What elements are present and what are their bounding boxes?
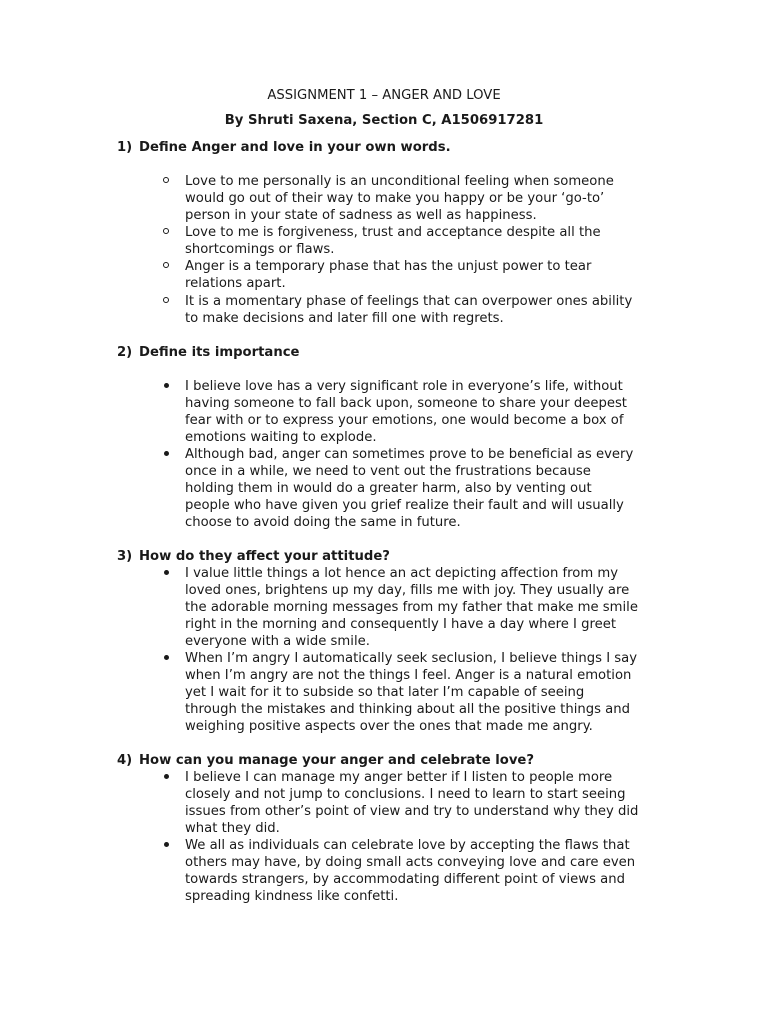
item-line: would go out of their way to make you happy or be your ‘go-to’ [185, 190, 605, 206]
list-item [185, 566, 705, 651]
item-line: right in the morning and consequently I have a day where I greet [185, 616, 616, 632]
item-line: weighing positive aspects over the ones that made me angry. [185, 718, 593, 734]
question-heading-2 [117, 344, 299, 361]
list-item [185, 259, 705, 293]
question-text: Define its importance [139, 345, 300, 360]
item-line: once in a while, we need to vent out the frustrations because [185, 463, 591, 479]
question-heading-3 [117, 548, 390, 565]
document-title: ASSIGNMENT 1 – ANGER AND LOVE [267, 88, 501, 103]
list-item [185, 651, 705, 736]
item-line: issues from other’s point of view and try to understand why they did [185, 803, 639, 819]
question-heading-1 [117, 139, 451, 156]
item-line: towards strangers, by accommodating different point of views and [185, 871, 625, 887]
item-line: the adorable morning messages from my father that make me smile [185, 599, 638, 615]
list-item [185, 838, 705, 906]
list-item [185, 294, 705, 328]
item-line: I value little things a lot hence an act depicting affection from my [185, 566, 619, 581]
item-line: shortcomings or flaws. [185, 241, 335, 257]
bullet-icon [160, 838, 172, 855]
hollow-bullet-icon [160, 174, 172, 191]
question-number: 1) [117, 140, 133, 155]
item-line: yet I wait for it to subside so that later I’m capable of seeing [185, 684, 585, 700]
item-line: Although bad, anger can sometimes prove to be beneficial as every [185, 447, 634, 462]
item-line: having someone to fall back upon, someone to share your deepest [185, 395, 627, 411]
item-line: through the mistakes and thinking about all the positive things and [185, 701, 630, 717]
bullet-icon [160, 770, 172, 787]
item-line: I believe love has a very significant role in everyone’s life, without [185, 379, 623, 394]
item-line: closely and not jump to conclusions. I need to learn to start seeing [185, 786, 626, 802]
question-number: 3) [117, 549, 133, 564]
item-line: fear with or to express your emotions, one would become a box of [185, 412, 624, 428]
item-line: We all as individuals can celebrate love by accepting the flaws that [185, 838, 630, 853]
item-line: When I’m angry I automatically seek seclusion, I believe things I say [185, 651, 638, 666]
list-item [185, 447, 705, 532]
bullet-icon [160, 566, 172, 583]
item-line: what they did. [185, 820, 280, 836]
list-item [185, 379, 705, 447]
item-line: Love to me is forgiveness, trust and acceptance despite all the [185, 225, 601, 240]
question-number: 4) [117, 753, 133, 768]
item-line: spreading kindness like confetti. [185, 888, 399, 904]
item-line: loved ones, brightens up my day, fills me with joy. They usually are [185, 582, 630, 598]
bullet-icon [160, 447, 172, 464]
item-line: when I’m angry are not the things I feel. Anger is a natural emotion [185, 667, 632, 683]
item-line: everyone with a wide smile. [185, 633, 370, 649]
item-line: It is a momentary phase of feelings that can overpower ones ability [185, 294, 633, 309]
question-text: How can you manage your anger and celebrate love? [139, 753, 535, 768]
item-line: people who have given you grief realize their fault and will usually [185, 497, 624, 513]
list-item [185, 174, 705, 225]
bullet-icon [160, 651, 172, 668]
bullet-icon [160, 379, 172, 396]
hollow-bullet-icon [160, 294, 172, 311]
hollow-bullet-icon [160, 225, 172, 242]
item-line: others may have, by doing small acts conveying love and care even [185, 854, 636, 870]
item-line: Anger is a temporary phase that has the unjust power to tear [185, 259, 592, 274]
question-number: 2) [117, 345, 133, 360]
question-text: Define Anger and love in your own words. [139, 140, 451, 155]
hollow-bullet-icon [160, 259, 172, 276]
item-line: to make decisions and later fill one with regrets. [185, 310, 504, 326]
item-line: choose to avoid doing the same in future. [185, 514, 461, 530]
item-line: I believe I can manage my anger better if I listen to people more [185, 770, 613, 785]
item-line: emotions waiting to explode. [185, 429, 377, 445]
question-heading-4 [117, 752, 534, 769]
document-byline: By Shruti Saxena, Section C, A1506917281 [224, 113, 544, 128]
item-line: Love to me personally is an unconditional feeling when someone [185, 174, 614, 189]
item-line: person in your state of sadness as well as happiness. [185, 207, 537, 223]
question-text: How do they affect your attitude? [139, 549, 390, 564]
item-line: relations apart. [185, 275, 286, 291]
list-item [185, 770, 705, 838]
item-line: holding them in would do a greater harm, also by venting out [185, 480, 592, 496]
list-item [185, 225, 705, 259]
